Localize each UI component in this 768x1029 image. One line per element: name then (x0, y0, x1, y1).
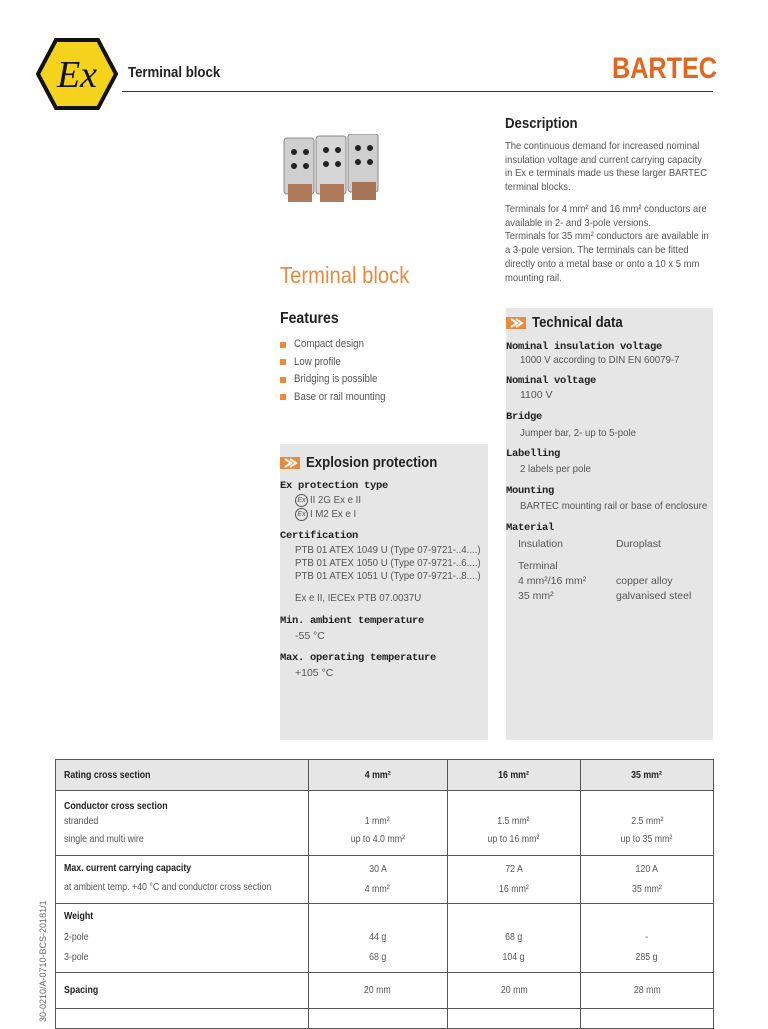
max-temp-value: +105 °C (295, 667, 334, 679)
ex-type-label: Ex protection type (280, 480, 389, 492)
table-row (56, 904, 714, 973)
table-header-cell: 35 mm² (580, 760, 713, 791)
min-temp-label: Min. ambient temperature (280, 615, 425, 627)
table-cell: 1 mm² up to 4.0 mm² (308, 791, 447, 856)
explosion-protection-heading: Explosion protection (280, 454, 455, 471)
header-divider (122, 91, 713, 92)
nominal-voltage-label: Nominal voltage (506, 375, 597, 387)
certification-label: Certification (280, 530, 359, 542)
table-cell (308, 1009, 447, 1029)
table-header-cell: Rating cross section (56, 760, 309, 791)
table-cell: 68 g 104 g (447, 904, 580, 973)
table-cell: 2.5 mm² up to 35 mm² (580, 791, 713, 856)
description-paragraph-2: Terminals for 4 mm² and 16 mm² conductors are available in 2- and 3-pole versions. Terminals for 35 mm² conductors are available in a 3-pole version. The terminals can be fitted directly onto a metal base or onto a 10 x 5 mm mounting rail. (505, 203, 709, 284)
table-cell: 44 g 68 g (308, 904, 447, 973)
nominal-insulation-voltage-value: 1000 V according to DIN EN 60079-7 (520, 354, 680, 366)
iecex-cert: Ex e II, IECEx PTB 07.0037U (295, 592, 422, 604)
terminal-key: Terminal (518, 560, 558, 572)
bullet-icon (280, 342, 286, 348)
nominal-insulation-voltage-label: Nominal insulation voltage (506, 341, 663, 353)
table-cell (580, 1009, 713, 1029)
bullet-icon (280, 377, 286, 383)
table-cell: - 285 g (580, 904, 713, 973)
table-cell: Weight 2-pole 3-pole (56, 904, 309, 973)
nominal-voltage-value: 1100 V (520, 389, 553, 401)
table-cell: 28 mm (580, 973, 713, 1009)
cert-line: PTB 01 ATEX 1049 U (Type 07-9721-..4....) (295, 544, 481, 556)
bullet-icon (280, 394, 286, 400)
ex-symbol-icon: Ex (295, 508, 308, 521)
table-header-row (56, 760, 714, 791)
max-temp-label: Max. operating temperature (280, 652, 437, 664)
table-cell: 72 A 16 mm² (447, 856, 580, 904)
terminal-4-16-value: copper alloy (616, 575, 673, 587)
min-temp-value: -55 °C (295, 630, 325, 642)
terminal-35-value: galvanised steel (616, 590, 692, 602)
bridge-label: Bridge (506, 411, 543, 423)
table-cell: 1.5 mm² up to 16 mm² (447, 791, 580, 856)
features-heading: Features (280, 310, 339, 327)
ex-logo (36, 38, 118, 110)
arrow-icon (506, 317, 526, 329)
document-code: 30-0210/A-0710-BCS-20181/1 (38, 900, 48, 1022)
arrow-icon (280, 457, 300, 469)
mounting-label: Mounting (506, 485, 555, 497)
insulation-value: Duroplast (616, 538, 661, 550)
brand-logo: BARTEC (612, 52, 717, 85)
table-row (56, 973, 714, 1009)
description-heading: Description (505, 115, 578, 132)
feature-item: Compact design (280, 336, 398, 354)
insulation-key: Insulation (518, 538, 563, 550)
table-cell: 30 A 4 mm² (308, 856, 447, 904)
bullet-icon (280, 359, 286, 365)
cert-line: PTB 01 ATEX 1050 U (Type 07-9721-..6....) (295, 557, 481, 569)
table-cell: Max. current carrying capacity at ambient temp. +40 °C and conductor cross section (56, 856, 309, 904)
table-header-cell: 4 mm² (308, 760, 447, 791)
table-cell: 20 mm (447, 973, 580, 1009)
cert-line: PTB 01 ATEX 1051 U (Type 07-9721-..8....) (295, 570, 481, 582)
table-cell: Conductor cross section stranded single and multi wire (56, 791, 309, 856)
labelling-value: 2 labels per pole (520, 463, 591, 475)
table-row (56, 1009, 714, 1029)
bridge-value: Jumper bar, 2- up to 5-pole (520, 427, 636, 439)
table-cell: 120 A 35 mm² (580, 856, 713, 904)
ex-symbol-icon: Ex (295, 494, 308, 507)
table-cell (447, 1009, 580, 1029)
technical-data-panel (506, 308, 713, 740)
table-cell: Spacing (56, 973, 309, 1009)
features-list (280, 336, 398, 406)
specification-table (55, 759, 714, 1029)
terminal-35-key: 35 mm² (518, 590, 554, 602)
explosion-protection-panel (280, 444, 488, 740)
labelling-label: Labelling (506, 448, 561, 460)
feature-item: Low profile (280, 354, 398, 372)
terminal-4-16-key: 4 mm²/16 mm² (518, 575, 587, 587)
document-title: Terminal block (128, 64, 221, 81)
product-title: Terminal block (280, 262, 410, 288)
material-label: Material (506, 522, 555, 534)
table-header-cell: 16 mm² (447, 760, 580, 791)
description-paragraph-1: The continuous demand for increased nominal insulation voltage and current carrying capacity in Ex e terminals made us these larger BARTEC terminal blocks. (505, 140, 708, 194)
ex-type-2: Ex I M2 Ex e I (295, 508, 360, 521)
ex-logo-text: Ex (56, 54, 98, 96)
feature-item: Bridging is possible (280, 371, 398, 389)
product-photo (282, 134, 382, 208)
table-row (56, 791, 714, 856)
table-row (56, 856, 714, 904)
table-cell: 20 mm (308, 973, 447, 1009)
feature-item: Base or rail mounting (280, 389, 398, 407)
mounting-value: BARTEC mounting rail or base of enclosure (520, 500, 708, 512)
ex-type-1: Ex II 2G Ex e II (295, 494, 365, 507)
technical-data-heading: Technical data (506, 314, 635, 331)
table-cell (56, 1009, 309, 1029)
